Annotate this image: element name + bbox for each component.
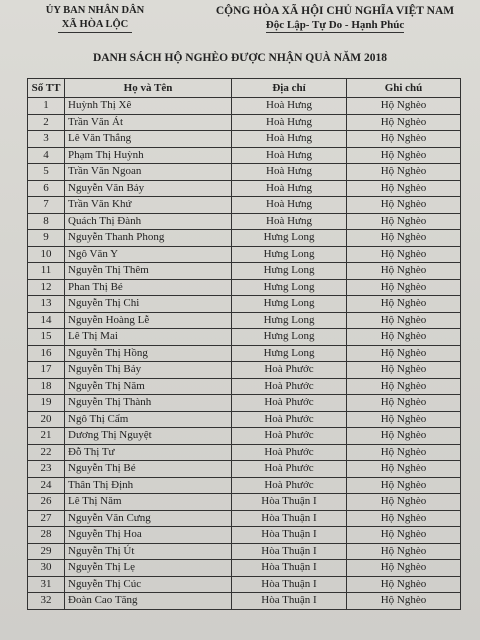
table-row: [28, 378, 461, 395]
note-cell: Hộ Nghèo: [347, 180, 461, 197]
note-cell: Hộ Nghèo: [347, 296, 461, 313]
address-cell: Hoà Phước: [232, 362, 347, 379]
household-name-cell: Lê Thị Mai: [65, 329, 232, 346]
table-row: [28, 593, 461, 610]
address-cell: Hoà Phước: [232, 477, 347, 494]
row-number-cell: 22: [28, 444, 65, 461]
table-row: [28, 560, 461, 577]
household-name-cell: Trần Văn Khứ: [65, 197, 232, 214]
table-row: [28, 329, 461, 346]
table-row: [28, 114, 461, 131]
household-name-cell: Ngô Văn Y: [65, 246, 232, 263]
address-cell: Hoà Hưng: [232, 147, 347, 164]
row-number-cell: 17: [28, 362, 65, 379]
address-cell: Hòa Thuận I: [232, 560, 347, 577]
table-row: [28, 279, 461, 296]
table-row: [28, 263, 461, 280]
address-cell: Hòa Thuận I: [232, 527, 347, 544]
row-number-cell: 6: [28, 180, 65, 197]
table-row: [28, 180, 461, 197]
note-cell: Hộ Nghèo: [347, 263, 461, 280]
household-name-cell: Nguyễn Thị Chi: [65, 296, 232, 313]
household-name-cell: Đỗ Thị Tư: [65, 444, 232, 461]
household-name-cell: Lê Văn Thắng: [65, 131, 232, 148]
household-name-cell: Nguyễn Thị Năm: [65, 378, 232, 395]
household-name-cell: Trần Văn Át: [65, 114, 232, 131]
address-cell: Hoà Phước: [232, 378, 347, 395]
note-cell: Hộ Nghèo: [347, 494, 461, 511]
table-row: [28, 444, 461, 461]
national-motto: Độc Lập- Tự Do - Hạnh Phúc: [265, 19, 405, 31]
table-row: [28, 527, 461, 544]
table-row: [28, 461, 461, 478]
note-cell: Hộ Nghèo: [347, 444, 461, 461]
row-number-cell: 32: [28, 593, 65, 610]
row-number-cell: 11: [28, 263, 65, 280]
note-cell: Hộ Nghèo: [347, 477, 461, 494]
row-number-cell: 12: [28, 279, 65, 296]
row-number-cell: 5: [28, 164, 65, 181]
table-row: [28, 131, 461, 148]
row-number-cell: 23: [28, 461, 65, 478]
row-number-cell: 2: [28, 114, 65, 131]
row-number-cell: 14: [28, 312, 65, 329]
address-cell: Hưng Long: [232, 329, 347, 346]
table-row: [28, 197, 461, 214]
note-cell: Hộ Nghèo: [347, 279, 461, 296]
beneficiary-table: [27, 78, 461, 610]
household-name-cell: Nguyễn Văn Cưng: [65, 510, 232, 527]
note-cell: Hộ Nghèo: [347, 329, 461, 346]
household-name-cell: Nguyễn Hoàng Lễ: [65, 312, 232, 329]
row-number-cell: 29: [28, 543, 65, 560]
national-header: [200, 4, 470, 33]
row-number-cell: 9: [28, 230, 65, 247]
note-cell: Hộ Nghèo: [347, 378, 461, 395]
issuer-header: [20, 4, 170, 33]
row-number-cell: 31: [28, 576, 65, 593]
table-row: [28, 345, 461, 362]
note-cell: Hộ Nghèo: [347, 197, 461, 214]
household-name-cell: Nguyễn Văn Bảy: [65, 180, 232, 197]
household-name-cell: Nguyễn Thị Hồng: [65, 345, 232, 362]
note-cell: Hộ Nghèo: [347, 527, 461, 544]
row-number-cell: 27: [28, 510, 65, 527]
household-name-cell: Quách Thị Đành: [65, 213, 232, 230]
row-number-cell: 4: [28, 147, 65, 164]
note-cell: Hộ Nghèo: [347, 593, 461, 610]
household-name-cell: Phạm Thị Huỳnh: [65, 147, 232, 164]
address-cell: Hưng Long: [232, 312, 347, 329]
address-cell: Hoà Hưng: [232, 164, 347, 181]
address-cell: Hoà Phước: [232, 444, 347, 461]
note-cell: Hộ Nghèo: [347, 560, 461, 577]
issuer-line-1: ỦY BAN NHÂN DÂN: [45, 5, 145, 16]
national-title: CỘNG HÒA XÃ HỘI CHỦ NGHĨA VIỆT NAM: [215, 5, 455, 17]
table-row: [28, 477, 461, 494]
row-number-cell: 21: [28, 428, 65, 445]
column-header-note: Ghi chú: [347, 79, 461, 98]
table-row: [28, 576, 461, 593]
table-body: [28, 98, 461, 610]
note-cell: Hộ Nghèo: [347, 164, 461, 181]
household-name-cell: Nguyễn Thị Cúc: [65, 576, 232, 593]
row-number-cell: 15: [28, 329, 65, 346]
table-row: [28, 362, 461, 379]
address-cell: Hoà Hưng: [232, 114, 347, 131]
table-row: [28, 395, 461, 412]
note-cell: Hộ Nghèo: [347, 246, 461, 263]
household-name-cell: Nguyễn Thị Hoa: [65, 527, 232, 544]
household-name-cell: Phan Thị Bé: [65, 279, 232, 296]
household-name-cell: Thân Thị Định: [65, 477, 232, 494]
household-name-cell: Huỳnh Thị Xê: [65, 98, 232, 115]
row-number-cell: 10: [28, 246, 65, 263]
household-name-cell: Đoàn Cao Tăng: [65, 593, 232, 610]
household-name-cell: Lê Thị Năm: [65, 494, 232, 511]
note-cell: Hộ Nghèo: [347, 428, 461, 445]
household-name-cell: Nguyễn Thị Bảy: [65, 362, 232, 379]
table-row: [28, 494, 461, 511]
note-cell: Hộ Nghèo: [347, 312, 461, 329]
table-row: [28, 98, 461, 115]
address-cell: Hoà Hưng: [232, 180, 347, 197]
address-cell: Hưng Long: [232, 263, 347, 280]
row-number-cell: 24: [28, 477, 65, 494]
table-row: [28, 230, 461, 247]
household-name-cell: Nguyễn Thị Thành: [65, 395, 232, 412]
household-name-cell: Nguyễn Thanh Phong: [65, 230, 232, 247]
document-title: DANH SÁCH HỘ NGHÈO ĐƯỢC NHẬN QUÀ NĂM 2018: [92, 52, 388, 64]
table-row: [28, 312, 461, 329]
table-row: [28, 213, 461, 230]
address-cell: Hưng Long: [232, 246, 347, 263]
address-cell: Hòa Thuận I: [232, 593, 347, 610]
row-number-cell: 1: [28, 98, 65, 115]
note-cell: Hộ Nghèo: [347, 461, 461, 478]
household-name-cell: Nguyễn Thị Út: [65, 543, 232, 560]
table-row: [28, 296, 461, 313]
note-cell: Hộ Nghèo: [347, 131, 461, 148]
column-header-address: Địa chỉ: [232, 79, 347, 98]
address-cell: Hưng Long: [232, 345, 347, 362]
row-number-cell: 28: [28, 527, 65, 544]
row-number-cell: 13: [28, 296, 65, 313]
address-cell: Hưng Long: [232, 296, 347, 313]
address-cell: Hòa Thuận I: [232, 494, 347, 511]
column-header-stt: Số TT: [28, 79, 65, 98]
address-cell: Hoà Phước: [232, 411, 347, 428]
row-number-cell: 7: [28, 197, 65, 214]
row-number-cell: 18: [28, 378, 65, 395]
column-header-name: Họ và Tên: [65, 79, 232, 98]
table-row: [28, 428, 461, 445]
address-cell: Hưng Long: [232, 279, 347, 296]
table-row: [28, 246, 461, 263]
note-cell: Hộ Nghèo: [347, 213, 461, 230]
note-cell: Hộ Nghèo: [347, 345, 461, 362]
note-cell: Hộ Nghèo: [347, 114, 461, 131]
household-name-cell: Trần Văn Ngoan: [65, 164, 232, 181]
note-cell: Hộ Nghèo: [347, 395, 461, 412]
table-header-row: [28, 79, 461, 98]
row-number-cell: 16: [28, 345, 65, 362]
address-cell: Hoà Phước: [232, 395, 347, 412]
household-name-cell: Ngô Thị Cẩm: [65, 411, 232, 428]
note-cell: Hộ Nghèo: [347, 543, 461, 560]
address-cell: Hoà Phước: [232, 428, 347, 445]
address-cell: Hòa Thuận I: [232, 510, 347, 527]
note-cell: Hộ Nghèo: [347, 147, 461, 164]
table-row: [28, 411, 461, 428]
issuer-line-2: XÃ HÒA LỘC: [58, 18, 133, 33]
note-cell: Hộ Nghèo: [347, 362, 461, 379]
note-cell: Hộ Nghèo: [347, 510, 461, 527]
table-row: [28, 543, 461, 560]
address-cell: Hoà Hưng: [232, 213, 347, 230]
row-number-cell: 30: [28, 560, 65, 577]
address-cell: Hưng Long: [232, 230, 347, 247]
row-number-cell: 3: [28, 131, 65, 148]
address-cell: Hòa Thuận I: [232, 543, 347, 560]
address-cell: Hoà Hưng: [232, 98, 347, 115]
address-cell: Hoà Hưng: [232, 197, 347, 214]
table-row: [28, 164, 461, 181]
household-name-cell: Dương Thị Nguyệt: [65, 428, 232, 445]
address-cell: Hoà Hưng: [232, 131, 347, 148]
household-name-cell: Nguyễn Thị Thêm: [65, 263, 232, 280]
row-number-cell: 26: [28, 494, 65, 511]
household-name-cell: Nguyễn Thị Bé: [65, 461, 232, 478]
household-name-cell: Nguyễn Thị Lẹ: [65, 560, 232, 577]
row-number-cell: 19: [28, 395, 65, 412]
note-cell: Hộ Nghèo: [347, 576, 461, 593]
address-cell: Hoà Phước: [232, 461, 347, 478]
row-number-cell: 8: [28, 213, 65, 230]
table-row: [28, 510, 461, 527]
note-cell: Hộ Nghèo: [347, 411, 461, 428]
address-cell: Hòa Thuận I: [232, 576, 347, 593]
row-number-cell: 20: [28, 411, 65, 428]
table-row: [28, 147, 461, 164]
note-cell: Hộ Nghèo: [347, 98, 461, 115]
note-cell: Hộ Nghèo: [347, 230, 461, 247]
